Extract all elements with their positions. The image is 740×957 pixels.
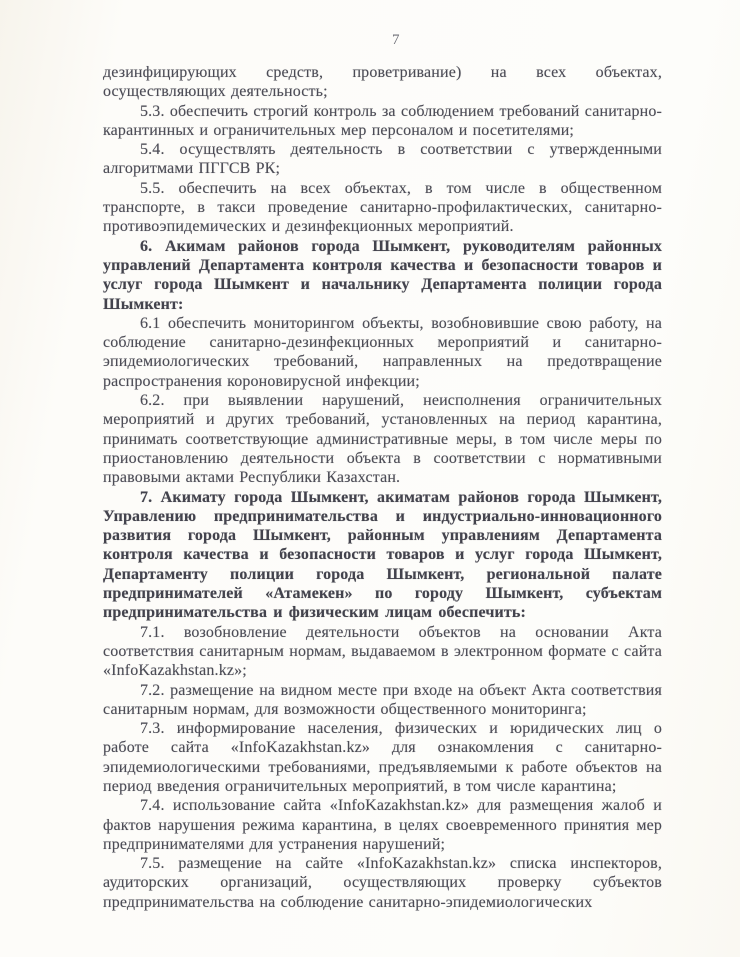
section-6-heading: 6. Акимам районов города Шымкент, руководителям районных управлений Департамента контроля качества и безопасности товаров и услуг города Шымкент и начальнику Департамента полиции города Шымкент:	[103, 237, 662, 313]
paragraph-7-2: 7.2. размещение на видном месте при входе на объект Акта соответствия санитарным нормам, для возможности общественного мониторинга;	[103, 681, 662, 718]
document-body	[103, 63, 662, 912]
paragraph-7-4: 7.4. использование сайта «InfoKazakhstan.kz» для размещения жалоб и фактов нарушения режима карантина, в целях своевременного принятия мер предпринимателями для устранения нарушений;	[103, 797, 662, 853]
paragraph-5-4: 5.4. осуществлять деятельность в соответствии с утвержденными алгоритмами ПГГСВ РК;	[103, 141, 662, 178]
paragraph-6-1: 6.1 обеспечить мониторингом объекты, возобновившие свою работу, на соблюдение санитарно-дезинфекционных мероприятий и санитарно-эпидемиологических требований, направленных на предотвращение распространения короновирусной инфекции;	[103, 314, 662, 390]
paragraph-continuation: дезинфицирующих средств, проветривание) на всех объектах, осуществляющих деятельность;	[103, 64, 662, 101]
page-number: 7	[392, 32, 400, 48]
paragraph-6-2: 6.2. при выявлении нарушений, неисполнения ограничительных мероприятий и других требований, установленных на период карантина, принимать соответствующие административные меры, в том числе меры по приостановлению деятельности объекта в соответствии с нормативными правовыми актами Республики Казахстан.	[103, 392, 662, 487]
paragraph-7-1: 7.1. возобновление деятельности объектов на основании Акта соответствия санитарным нормам, выдаваемом в электронном формате с сайта «InfoKazakhstan.kz»;	[103, 623, 662, 680]
paragraph-7-3: 7.3. информирование населения, физических и юридических лиц о работе сайта «InfoKazakhstan.kz» для ознакомления с санитарно-эпидемиологическими требованиями, предъявляемыми к работе объектов на период введения ограничительных мероприятий, в том числе карантина;	[103, 720, 662, 795]
section-7-heading: 7. Акимату города Шымкент, акиматам районов города Шымкент, Управлению предпринимательства и индустриально-инновационного развития города Шымкент, районным управлениям Департамента контроля качества и безопасности товаров и услуг города Шымкент, Департаменту полиции города Шымкент, региональной палате предпринимателей «Атамекен» по городу Шымкент, субъектам предпринимательства и физическим лицам обеспечить:	[103, 488, 662, 622]
paragraph-5-3: 5.3. обеспечить строгий контроль за соблюдением требований санитарно-карантинных и ограничительных мер персоналом и посетителями;	[103, 102, 662, 139]
paragraph-5-5: 5.5. обеспечить на всех объектах, в том числе в общественном транспорте, в такси проведение санитарно-профилактических, санитарно-противоэпидемических и дезинфекционных мероприятий.	[103, 179, 662, 236]
paragraph-7-5: 7.5. размещение на сайте «InfoKazakhstan.kz» списка инспекторов, аудиторских организаций, осуществляющих проверку субъектов предпринимательства на соблюдение санитарно-эпидемиологических	[103, 855, 662, 911]
